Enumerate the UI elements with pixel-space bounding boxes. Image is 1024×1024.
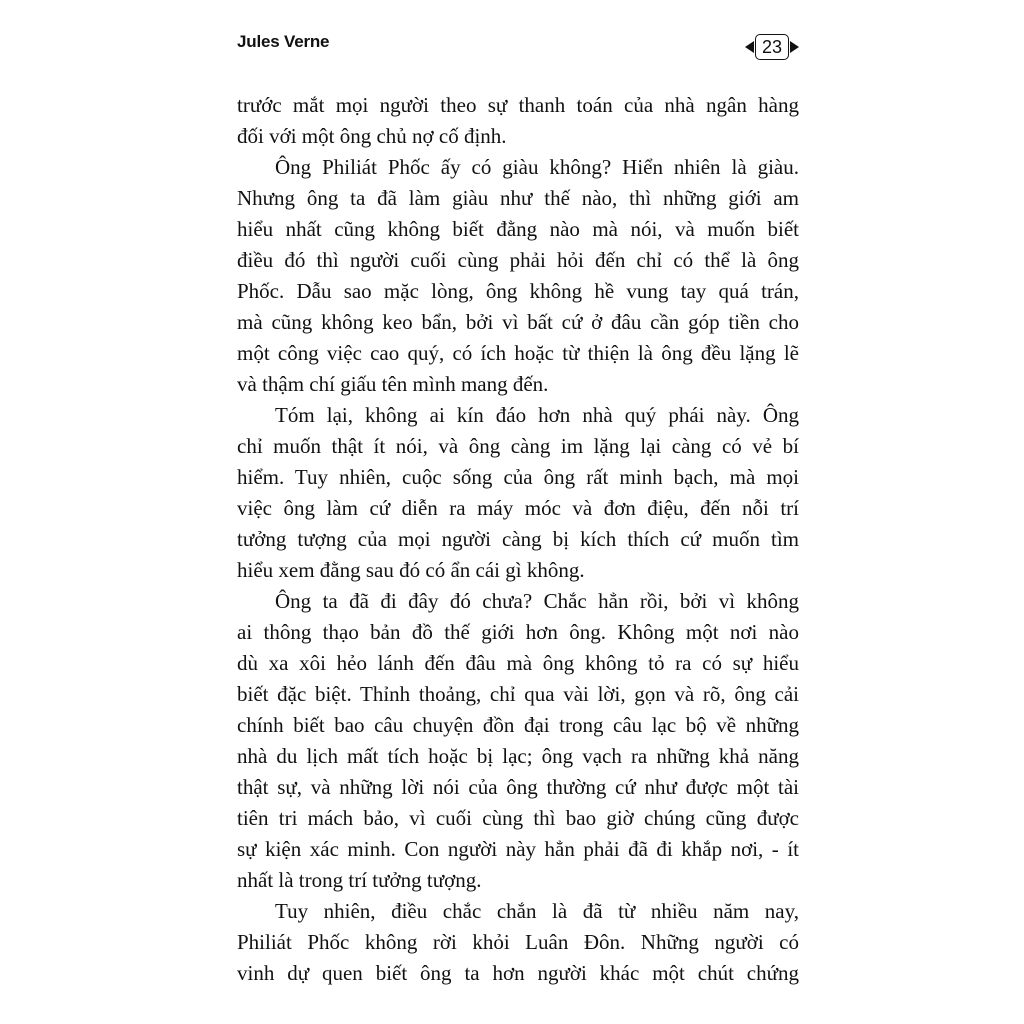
text-line: việc ông làm cứ diễn ra máy móc và đơn điệu, đến nỗi trí [237,496,799,520]
text-line: thật sự, và những lời nói của ông thường cứ như được một tài [237,775,799,799]
page-number-indicator [745,33,799,61]
triangle-left-icon [745,41,754,53]
text-line: Phốc. Dẫu sao mặc lòng, ông không hề vung tay quá trán, [237,279,799,303]
text-line: đối với một ông chủ nợ cố định. [237,124,507,148]
text-line: hiểu nhất cũng không biết đằng nào mà nói, và muốn biết [237,217,799,241]
text-line: hiểu xem đằng sau đó có ẩn cái gì không. [237,558,585,582]
text-line: ai thông thạo bản đồ thế giới hơn ông. Không một nơi nào [237,620,799,644]
text-line: hiểm. Tuy nhiên, cuộc sống của ông rất minh bạch, mà mọi [237,465,799,489]
text-line: Ông Philiát Phốc ấy có giàu không? Hiển nhiên là giàu. [275,155,799,179]
text-line: tiên tri mách bảo, vì cuối cùng thì bao giờ chúng cũng được [237,806,799,830]
page-number: 23 [755,34,789,60]
text-line: biết đặc biệt. Thỉnh thoảng, chỉ qua vài lời, gọn và rõ, ông cải [237,682,799,706]
text-line: Philiát Phốc không rời khỏi Luân Đôn. Những người có [237,930,799,954]
text-line: Nhưng ông ta đã làm giàu như thế nào, thì những giới am [237,186,799,210]
text-line: vinh dự quen biết ông ta hơn người khác một chút chứng [237,961,799,985]
text-line: trước mắt mọi người theo sự thanh toán của nhà ngân hàng [237,93,799,117]
text-line: dù xa xôi hẻo lánh đến đâu mà ông không tỏ ra có sự hiểu [237,651,799,675]
text-line: chính biết bao câu chuyện đồn đại trong câu lạc bộ về những [237,713,799,737]
triangle-right-icon [790,41,799,53]
text-line: chỉ muốn thật ít nói, và ông càng im lặng lại càng có vẻ bí [237,434,799,458]
text-line: điều đó thì người cuối cùng phải hỏi đến chỉ có thể là ông [237,248,799,272]
text-line: nhà du lịch mất tích hoặc bị lạc; ông vạch ra những khả năng [237,744,799,768]
body-text [237,90,799,989]
running-title: Jules Verne [237,32,330,51]
text-line: tưởng tượng của mọi người càng bị kích thích cứ muốn tìm [237,527,799,551]
text-line: nhất là trong trí tưởng tượng. [237,868,482,892]
text-line: Ông ta đã đi đây đó chưa? Chắc hẳn rồi, bởi vì không [275,589,799,613]
text-line: sự kiện xác minh. Con người này hẳn phải đã đi khắp nơi, - ít [237,837,799,861]
text-line: Tóm lại, không ai kín đáo hơn nhà quý phái này. Ông [275,403,799,427]
text-line: Tuy nhiên, điều chắc chắn là đã từ nhiều năm nay, [275,899,799,923]
text-line: và thậm chí giấu tên mình mang đến. [237,372,549,396]
text-line: mà cũng không keo bẩn, bởi vì bất cứ ở đâu cần góp tiền cho [237,310,799,334]
text-line: một công việc cao quý, có ích hoặc từ thiện là ông đều lặng lẽ [237,341,799,365]
